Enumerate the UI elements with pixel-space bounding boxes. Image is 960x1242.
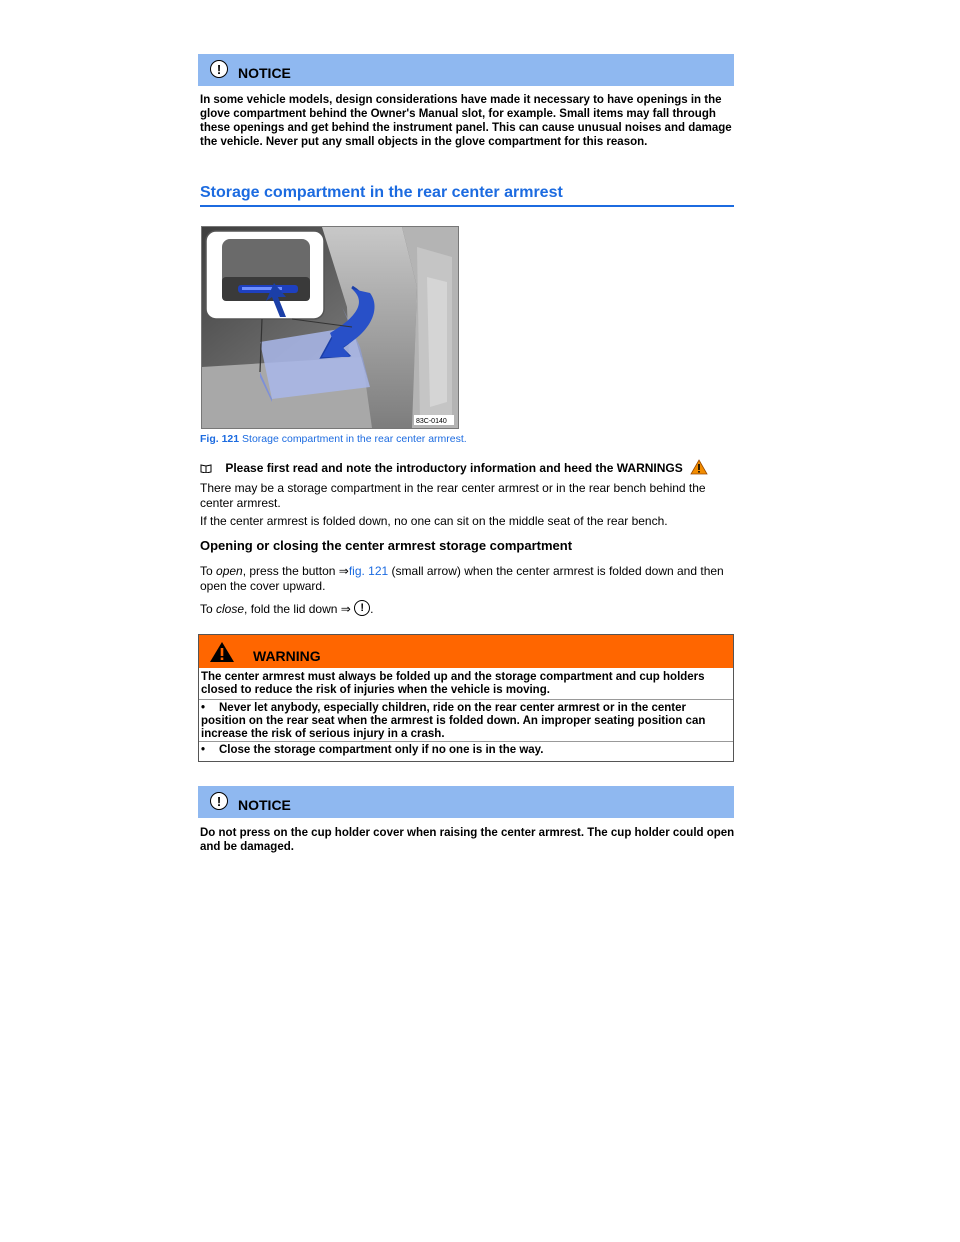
warning-bullet-1 xyxy=(201,702,731,741)
warning-header xyxy=(199,635,733,668)
exclamation-icon: ! xyxy=(210,60,228,78)
warning-bullet-2-text: Close the storage compartment only if no one is in the way. xyxy=(219,744,544,756)
warning-bullet-1-text: Never let anybody, especially children, ride on the rear center armrest or in the center position on the rear seat when the armrest is folded down. An improper seating position can increase the risk of serious injury in a crash. xyxy=(201,702,706,740)
warning-box xyxy=(198,634,734,762)
notice-link-icon[interactable]: ! xyxy=(354,600,370,616)
fig-121-link[interactable]: fig. 121 xyxy=(348,564,389,578)
bullet-icon: • xyxy=(201,744,206,756)
notice-title: NOTICE xyxy=(238,65,291,81)
notice-text-2: Do not press on the cup holder cover when raising the center armrest. The cup holder could open and be damaged. xyxy=(200,827,735,853)
divider xyxy=(199,699,733,700)
divider xyxy=(199,741,733,742)
figure-caption xyxy=(200,433,467,445)
bullet-icon: • xyxy=(201,702,206,714)
open-mid: , press the button ⇒ xyxy=(242,564,349,578)
notice-header-2 xyxy=(198,786,734,818)
paragraph-open xyxy=(200,564,734,594)
notice-text: In some vehicle models, design considerations have made it necessary to have openings in the glove compartment behind the Owner's Manual slot, for example. Small items may fall through these openings and get behind the instrument panel. This can cause unusual noises and damage the vehicle. Never put any small objects in the glove compartment for this reason. xyxy=(200,94,732,148)
intro-line xyxy=(200,459,708,475)
section-heading: Storage compartment in the rear center armrest xyxy=(200,184,734,207)
notice-title-2: NOTICE xyxy=(238,797,291,813)
exclamation-icon: ! xyxy=(210,792,228,810)
warning-title: WARNING xyxy=(253,648,321,664)
paragraph-2: If the center armrest is folded down, no one can sit on the middle seat of the rear bench. xyxy=(200,514,668,528)
figure-image xyxy=(201,226,459,429)
subheading: Opening or closing the center armrest storage compartment xyxy=(200,538,573,553)
open-post: (small arrow) when the center armrest is folded down and then open the cover upward. xyxy=(200,564,724,593)
book-icon xyxy=(200,464,212,473)
armrest-illustration xyxy=(202,227,458,428)
close-post: , fold the lid down ⇒ xyxy=(244,602,355,616)
notice-header xyxy=(198,54,734,86)
open-pre: To xyxy=(200,564,217,578)
figure-caption-text: Storage compartment in the rear center armrest. xyxy=(242,433,467,445)
warning-text: The center armrest must always be folded up and the storage compartment and cup holders closed to reduce the risk of injuries when the vehicle is moving. xyxy=(201,671,705,696)
paragraph-close: To close, fold the lid down ⇒ ! . xyxy=(200,602,374,616)
warning-icon xyxy=(209,641,235,663)
figure-code: 83C-0140 xyxy=(416,418,447,425)
warning-triangle-icon[interactable] xyxy=(690,459,708,475)
intro-text: Please first read and note the introductory information and heed the WARNINGS xyxy=(225,461,683,475)
warning-bullet-2 xyxy=(201,744,731,757)
close-pre: To xyxy=(200,602,217,616)
paragraph-1: There may be a storage compartment in the rear center armrest or in the rear bench behind the center armrest. xyxy=(200,481,706,510)
figure-caption-label: Fig. 121 xyxy=(200,433,240,445)
close-word: close xyxy=(216,602,245,616)
open-word: open xyxy=(216,564,243,578)
